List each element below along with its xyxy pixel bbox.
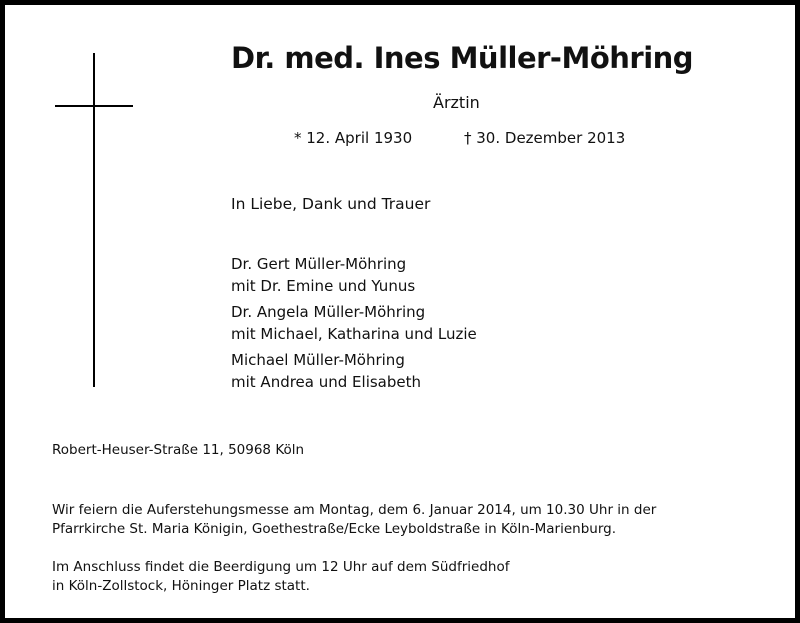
mourner-companions: mit Michael, Katharina und Luzie: [231, 325, 477, 343]
mourner-entry: [231, 349, 477, 393]
mourner-companions: mit Dr. Emine und Yunus: [231, 277, 416, 295]
burial-line: in Köln-Zollstock, Höninger Platz statt.: [52, 578, 310, 594]
mass-line: Wir feiern die Auferstehungsmesse am Montag, dem 6. Januar 2014, um 10.30 Uhr in der: [52, 502, 657, 518]
mourner-name: Michael Müller-Möhring: [231, 351, 405, 369]
deceased-name: Dr. med. Ines Müller-Möhring: [231, 41, 694, 75]
cross-vertical-bar: [93, 53, 95, 387]
mass-line: Pfarrkirche St. Maria Königin, Goethestraße/Ecke Leyboldstraße in Köln-Marienburg.: [52, 521, 617, 537]
burial-announcement: [52, 558, 510, 596]
mourner-name: Dr. Angela Müller-Möhring: [231, 303, 426, 321]
burial-line: Im Anschluss findet die Beerdigung um 12 Uhr auf dem Südfriedhof: [52, 559, 510, 575]
mourners-list: [231, 253, 477, 397]
family-address: Robert-Heuser-Straße 11, 50968 Köln: [52, 442, 305, 458]
mourning-motto: In Liebe, Dank und Trauer: [231, 195, 431, 213]
birth-date: * 12. April 1930: [294, 129, 413, 147]
mourner-entry: [231, 253, 477, 297]
mourner-name: Dr. Gert Müller-Möhring: [231, 255, 407, 273]
mass-announcement: [52, 501, 656, 539]
death-date: † 30. Dezember 2013: [464, 129, 626, 147]
mourner-entry: [231, 301, 477, 345]
mourner-companions: mit Andrea und Elisabeth: [231, 373, 422, 391]
cross-horizontal-bar: [55, 105, 133, 107]
profession: Ärztin: [433, 93, 480, 112]
